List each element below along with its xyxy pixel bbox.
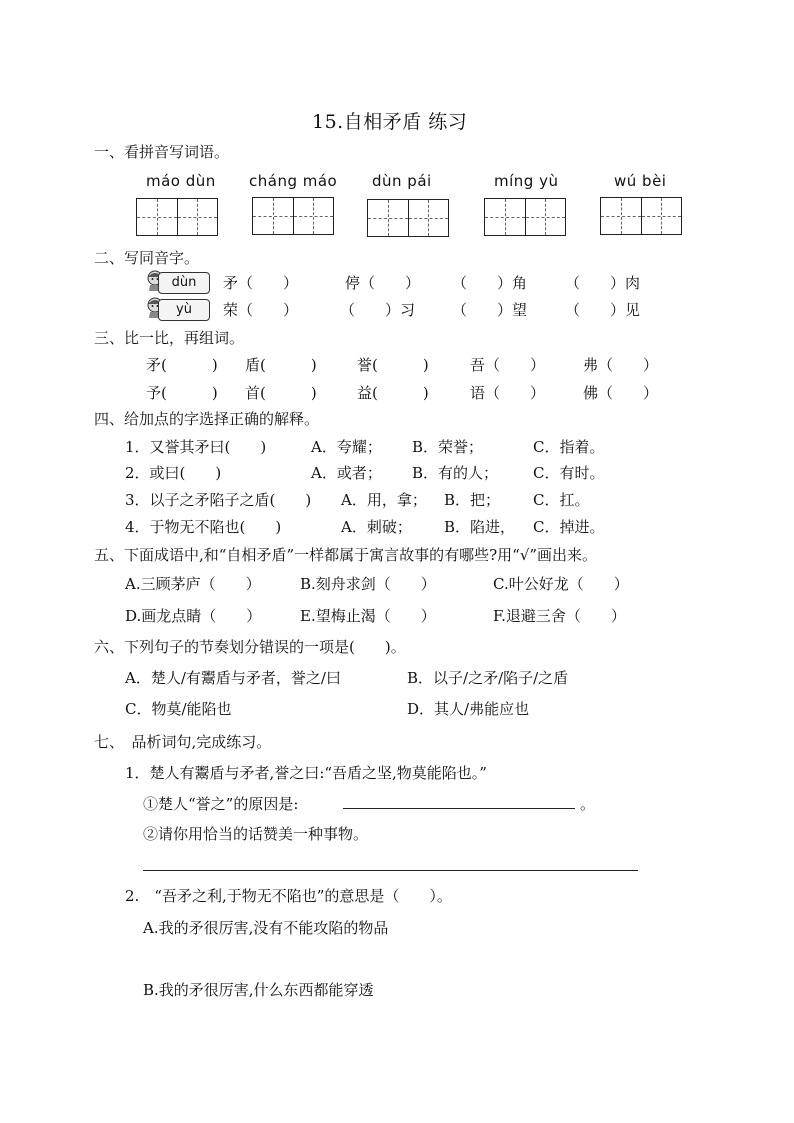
answer-line-1[interactable] — [343, 808, 575, 809]
s7-q2: 2. “吾矛之利,于物无不陷也”的意思是（ ）。 — [125, 887, 452, 905]
s5-e: E.望梅止渴（ ） — [300, 607, 436, 625]
s7-opt-b: B.我的矛很厉害,什么东西都能穿透 — [143, 981, 374, 999]
s3-r2-c3: 益( ) — [357, 384, 429, 402]
s2-r1-c2: 停（ ） — [345, 274, 421, 292]
s5-c: C.叶公好龙（ ） — [493, 575, 629, 593]
s4-q1-a: A．夸耀； — [311, 438, 382, 456]
s4-q2-b: B．有的人； — [412, 464, 499, 482]
s3-r1-c3: 誉( ) — [357, 356, 429, 374]
s4-q2: 2．或曰( ) — [125, 464, 222, 482]
s5-a: A.三顾茅庐（ ） — [125, 575, 261, 593]
s7-q1b: ②请你用恰当的话赞美一种事物。 — [143, 825, 369, 843]
pinyin-5: wú bèi — [614, 172, 667, 190]
s3-r1-c5: 弗（ ） — [583, 356, 659, 374]
s4-q3-c: C．扛。 — [533, 491, 590, 509]
s2-r2-c1: 荣（ ） — [223, 301, 299, 319]
s3-r1-c2: 盾( ) — [245, 356, 317, 374]
s4-q4: 4．于物无不陷也( ) — [125, 518, 282, 536]
s4-q4-c: C．掉进。 — [533, 518, 605, 536]
s6-b: B．以子/之矛/陷子/之盾 — [407, 669, 569, 687]
s2-r2-c3: （ ）望 — [452, 301, 528, 319]
section-2-heading: 二、写同音字。 — [94, 249, 200, 267]
section-3-heading: 三、比一比，再组词。 — [94, 329, 245, 347]
s3-r2-c4: 语（ ） — [470, 384, 546, 402]
section-6-heading: 六、下列句子的节奏划分错误的一项是( )。 — [94, 638, 406, 656]
s2-r1-c4: （ ）肉 — [565, 274, 641, 292]
writing-grid-4[interactable] — [484, 198, 566, 236]
pinyin-2: cháng máo — [249, 172, 338, 190]
pinyin-3: dùn pái — [372, 172, 432, 190]
s7-q1: 1．楚人有鬻盾与矛者,誉之曰:“吾盾之坚,物莫能陷也。” — [125, 764, 487, 782]
s2-r1-c1: 矛（ ） — [223, 274, 299, 292]
s6-a: A．楚人/有鬻盾与矛者，誉之/曰 — [125, 669, 341, 687]
s5-f: F.退避三舍（ ） — [493, 607, 626, 625]
s5-b: B.刻舟求剑（ ） — [300, 575, 436, 593]
s7-q1a-end: 。 — [580, 795, 596, 813]
s2-r2-c4: （ ）见 — [565, 301, 641, 319]
s4-q2-a: A．或者； — [311, 464, 382, 482]
s6-c: C．物莫/能陷也 — [125, 700, 232, 718]
s3-r2-c2: 首( ) — [245, 384, 317, 402]
badge-label: yù — [158, 299, 210, 321]
writing-grid-2[interactable] — [252, 197, 334, 235]
writing-grid-5[interactable] — [600, 197, 682, 235]
s4-q3: 3．以子之矛陷子之盾( ) — [125, 491, 312, 509]
s4-q3-b: B．把； — [444, 491, 501, 509]
s4-q2-c: C．有时。 — [533, 464, 605, 482]
s7-opt-a: A.我的矛很厉害,没有不能攻陷的物品 — [143, 919, 389, 937]
section-7-heading: 七、 品析词句,完成练习。 — [94, 733, 272, 751]
s4-q4-b: B．陷进， — [444, 518, 516, 536]
page-title: 15.自相矛盾 练习 — [312, 111, 468, 133]
s4-q1: 1．又誉其矛曰( ) — [125, 438, 267, 456]
writing-grid-3[interactable] — [367, 199, 449, 237]
s4-q4-a: A．刺破； — [341, 518, 412, 536]
section-5-heading: 五、下面成语中,和“自相矛盾”一样都属于寓言故事的有哪些?用“√”画出来。 — [94, 546, 598, 564]
badge-label: dùn — [158, 272, 210, 294]
pinyin-4: míng yù — [494, 172, 559, 190]
s2-r2-c2: （ ）习 — [340, 301, 416, 319]
s4-q1-b: B．荣誉； — [412, 438, 484, 456]
section-4-heading: 四、给加点的字选择正确的解释。 — [94, 410, 320, 428]
s7-q1a: ①楚人“誉之”的原因是: — [143, 795, 299, 813]
s2-r1-c3: （ ）角 — [452, 274, 528, 292]
section-1-heading: 一、看拼音写词语。 — [94, 143, 230, 161]
s3-r2-c1: 予( ) — [146, 384, 218, 402]
pinyin-badge-dun — [146, 271, 210, 295]
pinyin-1: máo dùn — [146, 172, 216, 190]
writing-grid-1[interactable] — [136, 198, 218, 236]
answer-line-2[interactable] — [143, 870, 638, 871]
pinyin-badge-yu — [146, 298, 210, 322]
s3-r1-c4: 吾（ ） — [470, 356, 546, 374]
s5-d: D.画龙点睛（ ） — [125, 607, 262, 625]
s4-q1-c: C．指着。 — [533, 438, 605, 456]
s3-r2-c5: 佛（ ） — [583, 384, 659, 402]
s6-d: D．其人/弗能应也 — [407, 700, 530, 718]
s4-q3-a: A．用，拿； — [341, 491, 427, 509]
s3-r1-c1: 矛( ) — [146, 356, 218, 374]
